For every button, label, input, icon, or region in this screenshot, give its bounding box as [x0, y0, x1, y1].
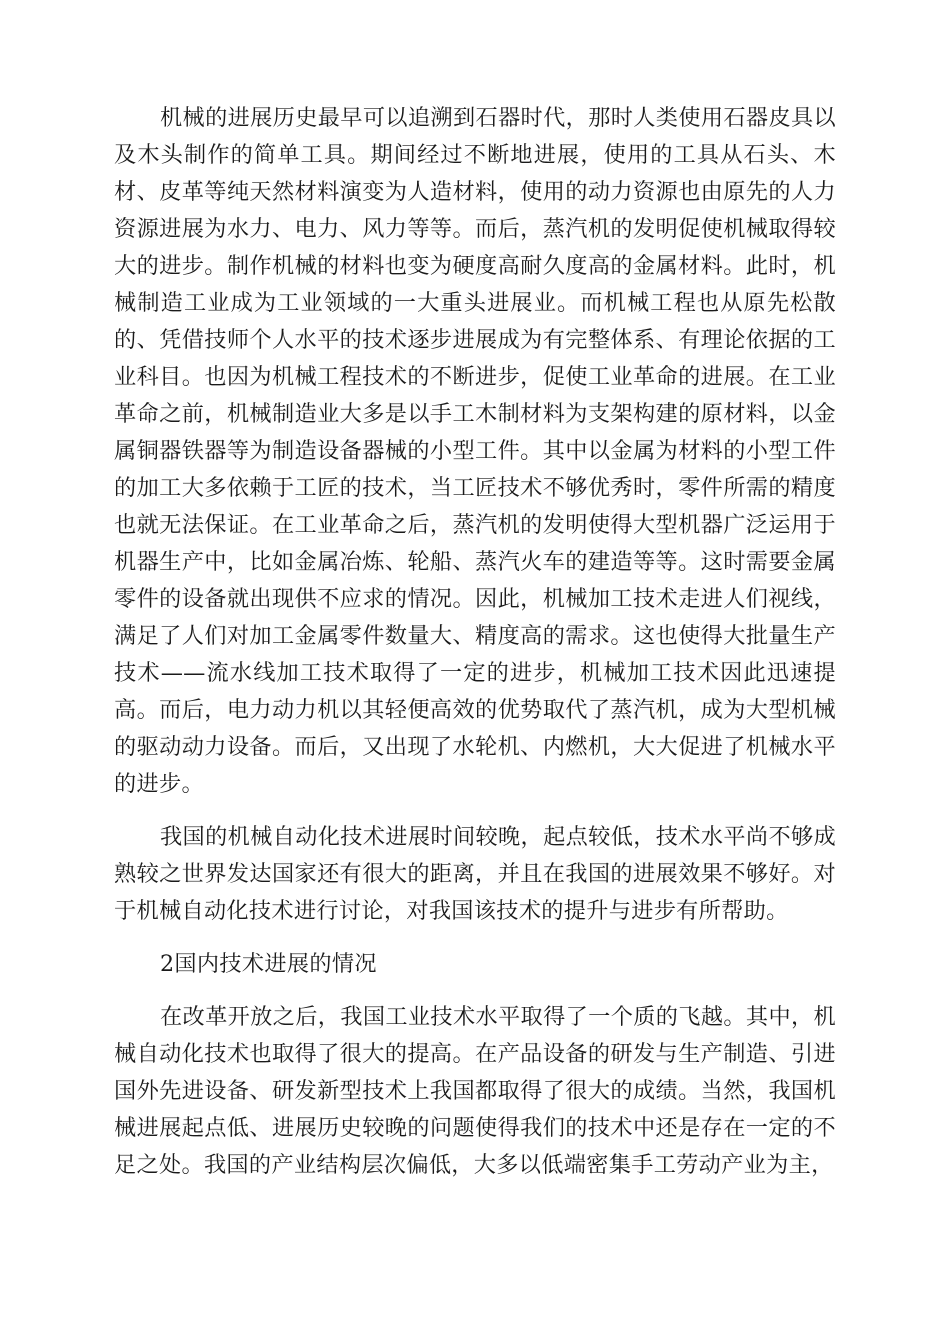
section-heading: 2国内技术进展的情况 [160, 951, 377, 977]
document-page [114, 100, 836, 1200]
paragraph-domestic-intro: 我国的机械自动化技术进展时间较晚，起点较低，技术水平尚不够成熟较之世界发达国家还有很大的距离，并且在我国的进展效果不够好。对于机械自动化技术进行讨论，对我国该技术的提升与进步有所帮助。 [114, 824, 836, 924]
paragraph-reform: 在改革开放之后，我国工业技术水平取得了一个质的飞越。其中，机械自动化技术也取得了很大的提高。在产品设备的研发与生产制造、引进国外先进设备、研发新型技术上我国都取得了很大的成绩。当然，我国机械进展起点低、进展历史较晚的问题使得我们的技术中还是存在一定的不足之处。我国的产业结构层次偏低，大多以低端密集手工劳动产业为主， [114, 1004, 836, 1178]
paragraph-history: 机械的进展历史最早可以追溯到石器时代，那时人类使用石器皮具以及木头制作的简单工具。期间经过不断地进展，使用的工具从石头、木材、皮革等纯天然材料演变为人造材料，使用的动力资源也由原先的人力资源进展为水力、电力、风力等等。而后，蒸汽机的发明促使机械取得较大的进步。制作机械的材料也变为硬度高耐久度高的金属材料。此时，机械制造工业成为工业领域的一大重头进展业。而机械工程也从原先松散的、凭借技师个人水平的技术逐步进展成为有完整体系、有理论依据的工业科目。也因为机械工程技术的不断进步，促使工业革命的进展。在工业革命之前，机械制造业大多是以手工木制材料为支架构建的原材料，以金属铜器铁器等为制造设备器械的小型工件。其中以金属为材料的小型工件的加工大多依赖于工匠的技术，当工匠技术不够优秀时，零件所需的精度也就无法保证。在工业革命之后，蒸汽机的发明使得大型机器广泛运用于机器生产中，比如金属冶炼、轮船、蒸汽火车的建造等等。这时需要金属零件的设备就出现供不应求的情况。因此，机械加工技术走进人们视线，满足了人们对加工金属零件数量大、精度高的需求。这也使得大批量生产技术——流水线加工技术取得了一定的进步，机械加工技术因此迅速提高。而后，电力动力机以其轻便高效的优势取代了蒸汽机，成为大型机械的驱动动力设备。而后，又出现了水轮机、内燃机，大大促进了机械水平的进步。 [114, 105, 836, 797]
